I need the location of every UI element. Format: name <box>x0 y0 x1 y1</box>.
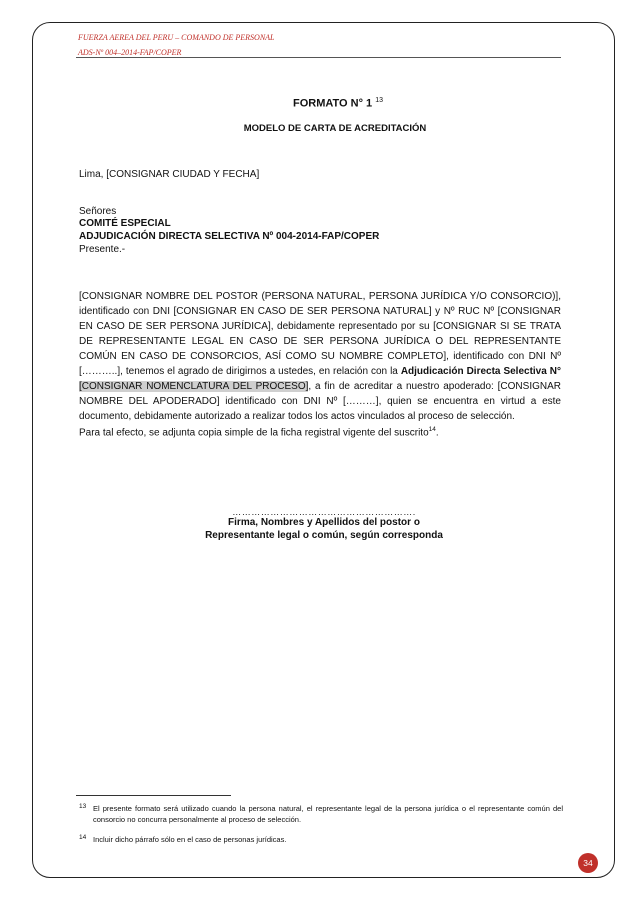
body-highlight: [CONSIGNAR NOMENCLATURA DEL PROCESO] <box>79 381 309 392</box>
body-bold: Adjudicación Directa Selectiva N° <box>400 366 561 377</box>
header-process-code: ADS-Nº 004–2014-FAP/COPER <box>78 48 182 57</box>
footnote-number: 14 <box>79 834 87 841</box>
body-part1: [CONSIGNAR NOMBRE DEL POSTOR (PERSONA NATURAL, PERSONA JURÍDICA Y/O CONSORCIO)], identificado con DNI [CONSIGNAR EN CASO DE SER PERSONA NATURAL] y Nº RUC Nº [CONSIGNAR EN CASO DE SER PERSONA JURÍDICA], debidamente representado por su [CONSIGNAR SI SE TRATA DE REPRESENTANTE LEGAL EN CASO DE SER PERSONA JURÍDICA O DEL REPRESENTANTE COMÚN EN CASO DE CONSORCIOS, ASÍ COMO SU NOMBRE COMPLETO], identificado con DNI Nº [………..], tenemos el agrado de dirigirnos a ustedes, en relación con la <box>79 291 561 377</box>
format-title-text: FORMATO N° 1 <box>292 97 373 110</box>
page-number-badge: 34 <box>578 853 598 873</box>
format-subtitle: MODELO DE CARTA DE ACREDITACIÓN <box>243 123 427 134</box>
committee-name: COMITÉ ESPECIAL <box>79 218 171 229</box>
body-part2: , a fin de acreditar a nuestro apoderado: [CONSIGNAR NOMBRE DEL APODERADO] identificado con DNI Nº [………], quien se encuentra en virtud a este documento, debidamente autorizado a realizar todos los actos vinculados al proceso de selección. <box>79 381 561 422</box>
footnote-ref-14: 14 <box>428 426 436 433</box>
footnote-divider <box>76 795 231 796</box>
body-paragraph <box>79 289 561 424</box>
footnote-text: Incluir dicho párrafo sólo en el caso de personas jurídicas. <box>93 835 287 844</box>
process-name: ADJUDICACIÓN DIRECTA SELECTIVA Nº 004-2014-FAP/COPER <box>79 231 380 242</box>
attachment-text: Para tal efecto, se adjunta copia simple de la ficha registral vigente del suscrito <box>79 427 429 439</box>
header-divider <box>76 57 561 58</box>
page-frame <box>32 22 615 878</box>
signature-line: …………………………………………………. <box>232 507 416 517</box>
attachment-end: . <box>435 427 439 439</box>
header-organization: FUERZA AEREA DEL PERU – COMANDO DE PERSONAL <box>78 33 275 42</box>
signature-caption-2: Representante legal o común, según corresponda <box>205 530 443 541</box>
footnote-number: 13 <box>79 803 87 810</box>
presente: Presente.- <box>79 244 126 255</box>
place-date: Lima, [CONSIGNAR CIUDAD Y FECHA] <box>79 169 260 180</box>
footnote-ref-13: 13 <box>375 97 384 104</box>
salutation: Señores <box>79 206 117 217</box>
signature-caption-1: Firma, Nombres y Apellidos del postor o <box>228 517 420 528</box>
attachment-paragraph <box>79 426 439 438</box>
footnote-text: El presente formato será utilizado cuando la persona natural, el representante legal de la persona jurídica o el representante común del consorcio no concurra personalmente al proceso de selección. <box>93 804 563 824</box>
format-title <box>0 97 638 110</box>
